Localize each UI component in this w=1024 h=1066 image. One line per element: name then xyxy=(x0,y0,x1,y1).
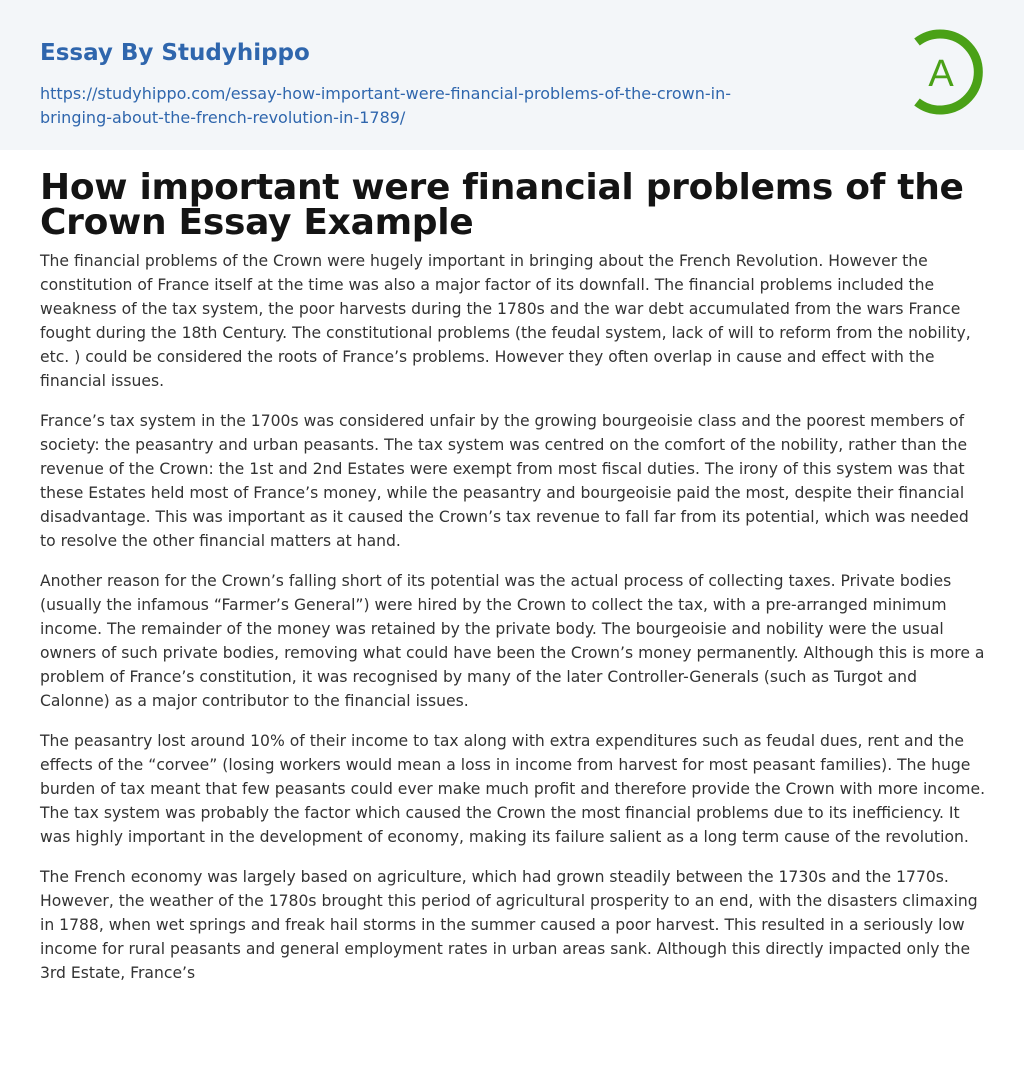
studyhippo-logo-icon[interactable] xyxy=(905,28,987,116)
site-header xyxy=(0,0,1024,150)
essay-paragraph: The peasantry lost around 10% of their income to tax along with extra expenditures such as feudal dues, rent and the effects of the “corvee” (losing workers would mean a loss in income from harvest for most peasant families). The huge burden of tax meant that few peasants could ever make much profit and therefore provide the Crown with more income. The tax system was probably the factor which caused the Crown the most financial problems due to its inefficiency. It was highly important in the development of economy, making its failure salient as a long term cause of the revolution. xyxy=(40,732,986,846)
essay-paragraph: Another reason for the Crown’s falling short of its potential was the actual process of collecting taxes. Private bodies (usually the infamous “Farmer’s General”) were hired by the Crown to collect the tax, with a pre-arranged minimum income. The remainder of the money was retained by the private body. The bourgeoisie and nobility were the usual owners of such private bodies, removing what could have been the Crown’s money permanently. Although this is more a problem of France’s constitution, it was recognised by many of the later Controller-Generals (such as Turgot and Calonne) as a major contributor to the financial issues. xyxy=(40,572,985,710)
page-title: How important were financial problems of the Crown Essay Example xyxy=(40,167,964,243)
logo-letter: A xyxy=(928,53,954,95)
essay-paragraph: France’s tax system in the 1700s was considered unfair by the growing bourgeoisie class and the poorest members of society: the peasantry and urban peasants. The tax system was centred on the comfort of the nobility, rather than the revenue of the Crown: the 1st and 2nd Estates were exempt from most fiscal duties. The irony of this system was that these Estates held most of France’s money, while the peasantry and bourgeoisie paid the most, despite their financial disadvantage. This was important as it caused the Crown’s tax revenue to fall far from its potential, which was needed to resolve the other financial matters at hand. xyxy=(40,412,969,550)
essay-paragraph: The financial problems of the Crown were hugely important in bringing about the French Revolution. However the constitution of France itself at the time was also a major factor of its downfall. The financial problems included the weakness of the tax system, the poor harvests during the 1780s and the war debt accumulated from the wars France fought during the 18th Century. The constitutional problems (the feudal system, lack of will to reform from the nobility, etc. ) could be considered the roots of France’s problems. However they often overlap in cause and effect with the financial issues. xyxy=(40,252,971,390)
essay-paragraph: The French economy was largely based on agriculture, which had grown steadily between the 1730s and the 1770s. However, the weather of the 1780s brought this period of agricultural prosperity to an end, with the disasters climaxing in 1788, when wet springs and freak hail storms in the summer caused a poor harvest. This resulted in a seriously low income for rural peasants and general employment rates in urban areas sank. Although this directly impacted only the 3rd Estate, France’s xyxy=(40,868,978,982)
essay-body xyxy=(40,249,986,1001)
essay-url-link[interactable]: https://studyhippo.com/essay-how-important-were-financial-problems-of-the-crown-in-bringing-about-the-french-revolution-in-1789/ xyxy=(40,84,732,127)
brand-title: Essay By Studyhippo xyxy=(40,40,310,66)
